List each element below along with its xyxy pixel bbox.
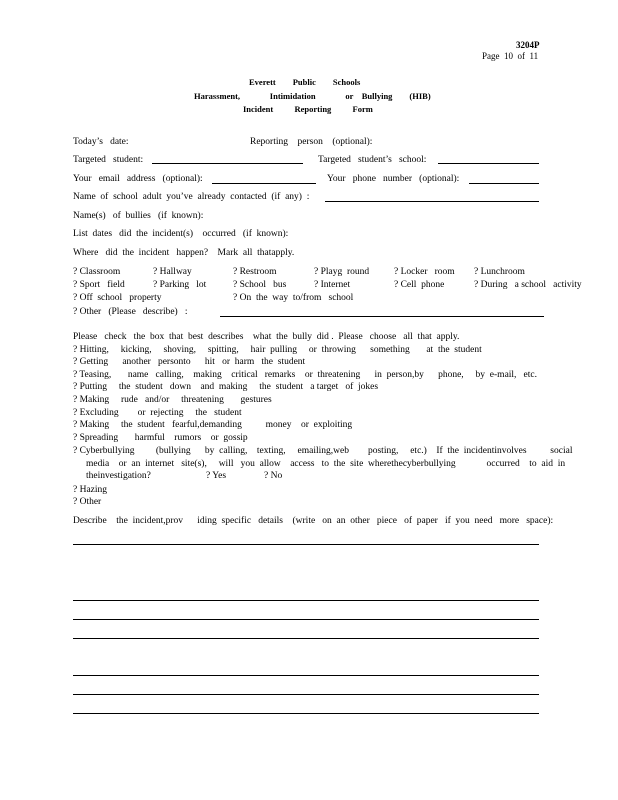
describe-line[interactable] (73, 544, 539, 545)
phone-field[interactable] (469, 183, 539, 184)
title-line-3: Incident Reporting Form (243, 104, 373, 114)
cyberbullying-question-end: theinvestigation? (86, 471, 151, 481)
behavior-putting-checkbox[interactable]: ? Putting the student down and making the student a target of jokes (73, 382, 379, 392)
location-sport-field-checkbox[interactable]: ? Sport field (73, 280, 125, 290)
location-other-field[interactable] (220, 316, 544, 317)
behavior-teasing-checkbox[interactable]: ? Teasing, name calling, making critical remarks or threatening in person,by phone, by e-mail, etc. (73, 370, 538, 380)
behavior-excluding-checkbox[interactable]: ? Excluding or rejecting the student (73, 408, 242, 418)
behavior-fearful-checkbox[interactable]: ? Making the student fearful,demanding money or exploiting (73, 420, 353, 430)
location-school-activity-checkbox[interactable]: ? During a school activity (474, 280, 582, 290)
describe-line[interactable] (73, 619, 539, 620)
describe-line[interactable] (73, 600, 539, 601)
behavior-getting-checkbox[interactable]: ? Getting another personto hit or harm the student (73, 357, 306, 367)
behavior-hazing-checkbox[interactable]: ? Hazing (73, 485, 108, 495)
location-hallway-checkbox[interactable]: ? Hallway (153, 267, 192, 277)
targeted-school-label: Targeted student’s school: (318, 155, 427, 165)
targeted-school-field[interactable] (438, 163, 539, 164)
email-field[interactable] (212, 183, 316, 184)
title-line-1: Everett Public Schools (249, 77, 361, 87)
location-other-checkbox[interactable]: ? Other (Please describe) : (73, 307, 188, 317)
targeted-student-field[interactable] (152, 163, 303, 164)
location-cell-phone-checkbox[interactable]: ? Cell phone (394, 280, 445, 290)
location-lunchroom-checkbox[interactable]: ? Lunchroom (474, 267, 525, 277)
location-off-school-checkbox[interactable]: ? Off school property (73, 293, 162, 303)
todays-date-label: Today’s date: (73, 137, 129, 147)
behavior-hitting-checkbox[interactable]: ? Hitting, kicking, shoving, spitting, hair pulling or throwing something at the student (73, 345, 482, 355)
targeted-student-label: Targeted student: (73, 155, 144, 165)
location-internet-checkbox[interactable]: ? Internet (314, 280, 351, 290)
location-locker-room-checkbox[interactable]: ? Locker room (394, 267, 455, 277)
location-playground-checkbox[interactable]: ? Playg round (314, 267, 370, 277)
cyberbullying-question: media or an internet site(s), will you allow access to the site wherethecyberbullying occurred to aid in (86, 459, 566, 469)
page-number: Page 10 of 11 (482, 51, 539, 61)
location-parking-lot-checkbox[interactable]: ? Parking lot (153, 280, 207, 290)
location-on-the-way-checkbox[interactable]: ? On the way to/from school (233, 293, 354, 303)
email-label: Your email address (optional): (73, 174, 203, 184)
school-adult-field[interactable] (325, 201, 539, 202)
describe-line[interactable] (73, 713, 539, 714)
reporting-person-label: Reporting person (optional): (250, 137, 373, 147)
cyberbullying-no-checkbox[interactable]: ? No (264, 471, 283, 481)
behavior-other-checkbox[interactable]: ? Other (73, 497, 102, 507)
behavior-cyberbullying-checkbox[interactable]: ? Cyberbullying (bullying by calling, texting, emailing,web posting, etc.) If the incidentinvolves social (73, 446, 573, 456)
cyberbullying-yes-checkbox[interactable]: ? Yes (206, 471, 227, 481)
describe-line[interactable] (73, 638, 539, 639)
location-classroom-checkbox[interactable]: ? Classroom (73, 267, 121, 277)
describe-line[interactable] (73, 675, 539, 676)
school-adult-label: Name of school adult you’ve already contacted (if any) : (73, 192, 310, 202)
describe-line[interactable] (73, 694, 539, 695)
behavior-spreading-checkbox[interactable]: ? Spreading harmful rumors or gossip (73, 433, 248, 443)
location-school-bus-checkbox[interactable]: ? School bus (233, 280, 287, 290)
bullies-label: Name(s) of bullies (if known): (73, 211, 204, 221)
describe-label: Describe the incident,prov iding specific details (write on an other piece of paper if you need more space): (73, 516, 554, 526)
phone-label: Your phone number (optional): (327, 174, 460, 184)
behaviors-intro: Please check the box that best describes what the bully did . Please choose all that apply. (73, 332, 460, 342)
behavior-rude-checkbox[interactable]: ? Making rude and/or threatening gestures (73, 395, 272, 405)
form-code: 3204P (516, 40, 540, 50)
title-line-2: Harassment, Intimidation or Bullying (HIB) (194, 91, 431, 101)
dates-label: List dates did the incident(s) occurred (if known): (73, 229, 289, 239)
location-restroom-checkbox[interactable]: ? Restroom (233, 267, 277, 277)
where-label: Where did the incident happen? Mark all thatapply. (73, 248, 295, 258)
